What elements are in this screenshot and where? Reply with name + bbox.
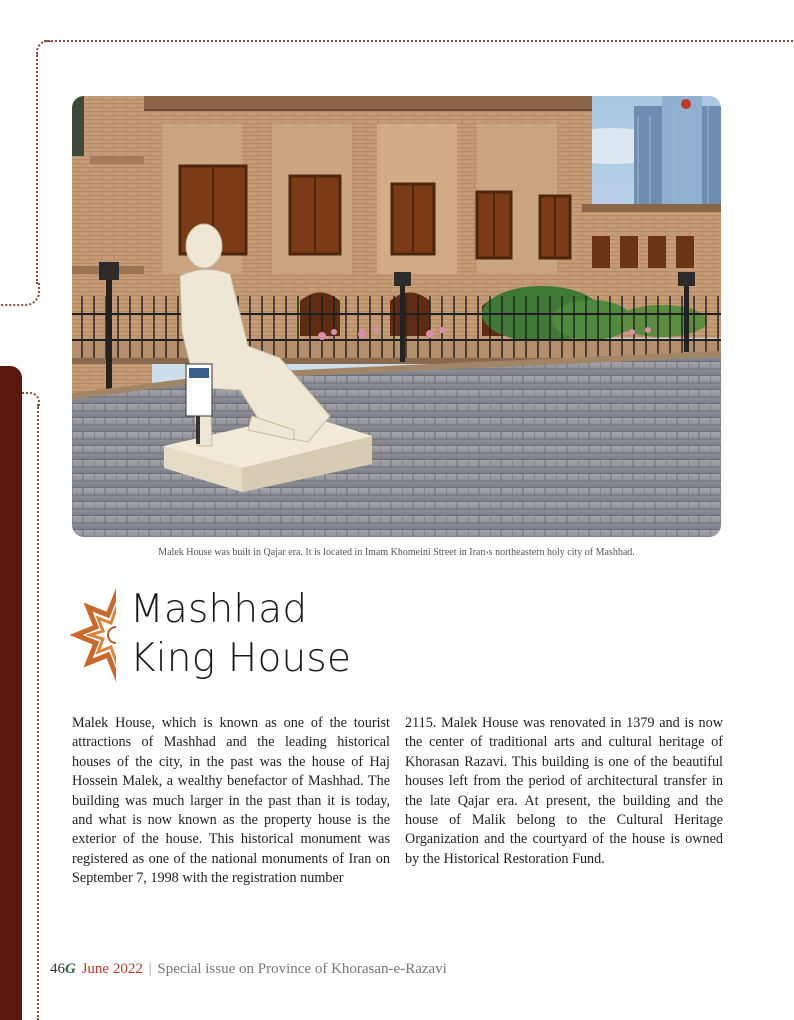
body-column-left: Malek House, which is known as one of the tourist attractions of Mashhad and the leading historical houses of the city, in the past was the house of Haj Hossein Malek, a wealthy benefactor of Mashhad. The building was much larger in the past than it is today, and what is now known as the property house is the exterior of the house. This historical monument was registered as one of the national monuments of Iran on September 7, 1998 with the registration number <box>72 715 390 887</box>
border-corner-decoration <box>36 40 52 56</box>
side-accent-bar <box>0 366 22 1020</box>
dotted-border-top <box>44 40 794 42</box>
issue-date: June 2022 <box>81 961 143 977</box>
magazine-logo-icon: G <box>65 961 76 977</box>
star-ornament-icon <box>70 578 122 692</box>
title-line-2: King House <box>130 636 352 681</box>
dotted-border-left-upper <box>36 52 38 284</box>
dotted-border-left-lower <box>37 404 39 1020</box>
footer-separator: | <box>148 961 152 977</box>
malek-house-photo <box>72 96 721 537</box>
page-footer <box>50 961 447 978</box>
photo-caption: Malek House was built in Qajar era. It is located in Imam Khomeini Street in Iran›s northeastern holy city of Mashhad. <box>158 547 635 558</box>
dotted-border-curve <box>0 282 40 306</box>
issue-title: Special issue on Province of Khorasan-e-Razavi <box>157 961 447 977</box>
title-line-1: Mashhad <box>130 587 308 632</box>
body-column-right: 2115. Malek House was renovated in 1379 and is now the center of traditional arts and cultural heritage of Khorasan Razavi. This building is one of the beautiful houses left from the period of architectural transfer in the late Qajar era. At present, the building and the house of Malik belong to the Cultural Heritage Organization and the courtyard of the house is owned by the Historical Restoration Fund. <box>405 715 723 867</box>
article-title <box>130 585 351 683</box>
page-number: 46 <box>50 961 65 977</box>
